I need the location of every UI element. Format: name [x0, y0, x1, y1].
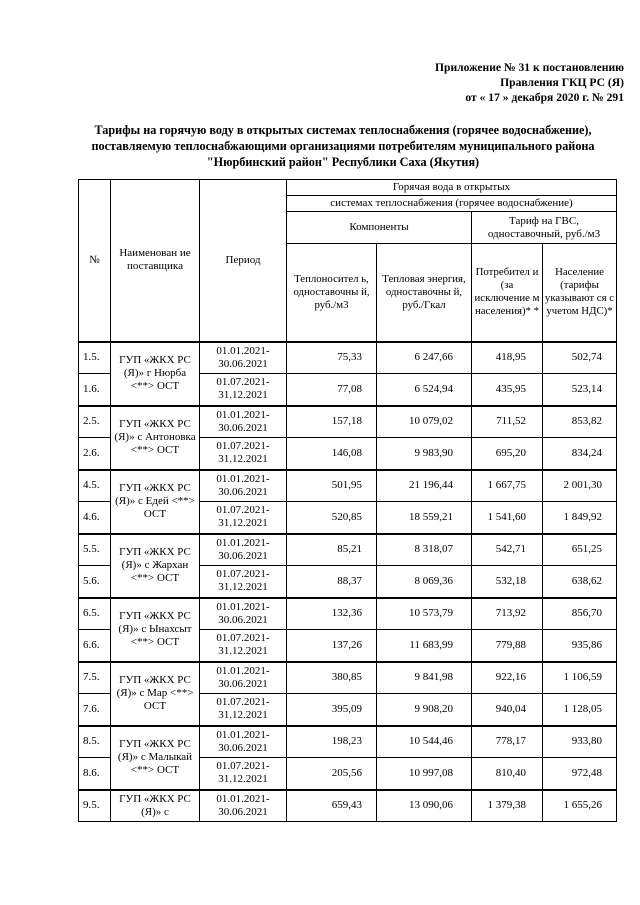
header-period: Период	[200, 180, 287, 342]
period-cell: 01.07.2021-31.12.2021	[200, 694, 287, 726]
row-number: 5.6.	[79, 566, 111, 598]
row-number: 4.6.	[79, 502, 111, 534]
consumers-tariff-value: 418,95	[472, 342, 543, 374]
header-supplier: Наименован ие поставщика	[111, 180, 200, 342]
heat-carrier-value: 380,85	[287, 662, 377, 694]
heat-carrier-value: 659,43	[287, 790, 377, 822]
population-tariff-value: 1 128,05	[543, 694, 617, 726]
population-tariff-value: 972,48	[543, 758, 617, 790]
heat-energy-value: 6 247,66	[377, 342, 472, 374]
row-number: 6.5.	[79, 598, 111, 630]
table-row	[79, 342, 617, 374]
heat-energy-value: 9 841,98	[377, 662, 472, 694]
heat-energy-value: 9 983,90	[377, 438, 472, 470]
supplier-name: ГУП «ЖКХ РС (Я)» с Ынахсыт <**> ОСТ	[111, 598, 200, 662]
population-tariff-value: 834,24	[543, 438, 617, 470]
population-tariff-value: 935,86	[543, 630, 617, 662]
heat-carrier-value: 85,21	[287, 534, 377, 566]
consumers-tariff-value: 1 667,75	[472, 470, 543, 502]
period-cell: 01.01.2021-30.06.2021	[200, 534, 287, 566]
period-cell: 01.01.2021-30.06.2021	[200, 662, 287, 694]
header-population: Население (тарифы указывают ся с учетом НДС)*	[543, 244, 617, 342]
heat-energy-value: 6 524,94	[377, 374, 472, 406]
table-row	[79, 406, 617, 438]
consumers-tariff-value: 695,20	[472, 438, 543, 470]
annex-line-1: Приложение № 31 к постановлению	[434, 61, 624, 74]
row-number: 6.6.	[79, 630, 111, 662]
heat-energy-value: 8 318,07	[377, 534, 472, 566]
consumers-tariff-value: 532,18	[472, 566, 543, 598]
row-number: 1.5.	[79, 342, 111, 374]
period-cell: 01.01.2021-30.06.2021	[200, 470, 287, 502]
heat-energy-value: 21 196,44	[377, 470, 472, 502]
population-tariff-value: 638,62	[543, 566, 617, 598]
population-tariff-value: 933,80	[543, 726, 617, 758]
row-number: 2.6.	[79, 438, 111, 470]
period-cell: 01.07.2021-31.12.2021	[200, 566, 287, 598]
population-tariff-value: 856,70	[543, 598, 617, 630]
row-number: 8.5.	[79, 726, 111, 758]
heat-energy-value: 10 573,79	[377, 598, 472, 630]
header-tariff-line-1: Тариф на ГВС,	[509, 214, 579, 227]
heat-carrier-value: 146,08	[287, 438, 377, 470]
header-tariff	[472, 212, 617, 244]
population-tariff-value: 853,82	[543, 406, 617, 438]
period-cell: 01.07.2021-31.12.2021	[200, 438, 287, 470]
tariff-table	[78, 179, 617, 822]
table-row	[79, 662, 617, 694]
table-row	[79, 726, 617, 758]
period-cell: 01.01.2021-30.06.2021	[200, 726, 287, 758]
header-heat-energy: Тепловая энергия, одноставочны й, руб./Гкал	[377, 244, 472, 342]
row-number: 7.6.	[79, 694, 111, 726]
heat-carrier-value: 77,08	[287, 374, 377, 406]
row-number: 5.5.	[79, 534, 111, 566]
heat-carrier-value: 157,18	[287, 406, 377, 438]
header-group-line-2: системах теплоснабжения (горячее водоснабжение)	[287, 196, 617, 212]
supplier-name: ГУП «ЖКХ РС (Я)» с Жархан <**> ОСТ	[111, 534, 200, 598]
heat-carrier-value: 132,36	[287, 598, 377, 630]
supplier-name: ГУП «ЖКХ РС (Я)» г Нюрба <**> ОСТ	[111, 342, 200, 406]
document-title	[60, 122, 626, 170]
heat-carrier-value: 75,33	[287, 342, 377, 374]
heat-carrier-value: 205,56	[287, 758, 377, 790]
heat-energy-value: 8 069,36	[377, 566, 472, 598]
population-tariff-value: 1 106,59	[543, 662, 617, 694]
heat-energy-value: 9 908,20	[377, 694, 472, 726]
population-tariff-value: 1 655,26	[543, 790, 617, 822]
period-cell: 01.01.2021-30.06.2021	[200, 790, 287, 822]
population-tariff-value: 651,25	[543, 534, 617, 566]
row-number: 2.5.	[79, 406, 111, 438]
heat-carrier-value: 137,26	[287, 630, 377, 662]
heat-energy-value: 18 559,21	[377, 502, 472, 534]
title-line-2: поставляемую теплоснабжающими организациями потребителям муниципального района	[91, 139, 595, 153]
consumers-tariff-value: 435,95	[472, 374, 543, 406]
row-number: 8.6.	[79, 758, 111, 790]
heat-energy-value: 10 079,02	[377, 406, 472, 438]
annex-header	[435, 60, 624, 105]
annex-line-2: Правления ГКЦ РС (Я)	[500, 76, 624, 89]
period-cell: 01.01.2021-30.06.2021	[200, 598, 287, 630]
heat-carrier-value: 198,23	[287, 726, 377, 758]
heat-energy-value: 11 683,99	[377, 630, 472, 662]
heat-energy-value: 10 997,08	[377, 758, 472, 790]
period-cell: 01.07.2021-31.12.2021	[200, 758, 287, 790]
supplier-name: ГУП «ЖКХ РС (Я)» с	[111, 790, 200, 822]
supplier-name: ГУП «ЖКХ РС (Я)» с Антоновка <**> ОСТ	[111, 406, 200, 470]
header-tariff-line-2: одноставочный, руб./м3	[487, 227, 601, 240]
header-heat-carrier: Теплоносител ь, одноставочны й, руб./м3	[287, 244, 377, 342]
population-tariff-value: 2 001,30	[543, 470, 617, 502]
consumers-tariff-value: 779,88	[472, 630, 543, 662]
title-line-3: "Нюрбинский район" Республики Саха (Якутия)	[206, 155, 480, 169]
consumers-tariff-value: 711,52	[472, 406, 543, 438]
supplier-name: ГУП «ЖКХ РС (Я)» с Малыкай <**> ОСТ	[111, 726, 200, 790]
period-cell: 01.07.2021-31.12.2021	[200, 374, 287, 406]
row-number: 9.5.	[79, 790, 111, 822]
consumers-tariff-value: 810,40	[472, 758, 543, 790]
heat-energy-value: 13 090,06	[377, 790, 472, 822]
consumers-tariff-value: 1 379,38	[472, 790, 543, 822]
heat-carrier-value: 395,09	[287, 694, 377, 726]
supplier-name: ГУП «ЖКХ РС (Я)» с Едей <**> ОСТ	[111, 470, 200, 534]
table-row	[79, 790, 617, 822]
title-line-1: Тарифы на горячую воду в открытых системах теплоснабжения (горячее водоснабжение),	[94, 123, 592, 137]
consumers-tariff-value: 542,71	[472, 534, 543, 566]
header-number: №	[79, 180, 111, 342]
consumers-tariff-value: 1 541,60	[472, 502, 543, 534]
consumers-tariff-value: 922,16	[472, 662, 543, 694]
row-number: 4.5.	[79, 470, 111, 502]
population-tariff-value: 1 849,92	[543, 502, 617, 534]
table-row	[79, 534, 617, 566]
period-cell: 01.07.2021-31.12.2021	[200, 502, 287, 534]
heat-carrier-value: 88,37	[287, 566, 377, 598]
period-cell: 01.07.2021-31.12.2021	[200, 630, 287, 662]
heat-carrier-value: 501,95	[287, 470, 377, 502]
consumers-tariff-value: 940,04	[472, 694, 543, 726]
consumers-tariff-value: 778,17	[472, 726, 543, 758]
table-row	[79, 598, 617, 630]
population-tariff-value: 502,74	[543, 342, 617, 374]
heat-carrier-value: 520,85	[287, 502, 377, 534]
period-cell: 01.01.2021-30.06.2021	[200, 342, 287, 374]
annex-line-3: от « 17 » декабря 2020 г. № 291	[465, 91, 624, 104]
header-consumers: Потребител и (за исключение м населения)* *	[472, 244, 543, 342]
row-number: 7.5.	[79, 662, 111, 694]
heat-energy-value: 10 544,46	[377, 726, 472, 758]
consumers-tariff-value: 713,92	[472, 598, 543, 630]
population-tariff-value: 523,14	[543, 374, 617, 406]
period-cell: 01.01.2021-30.06.2021	[200, 406, 287, 438]
row-number: 1.6.	[79, 374, 111, 406]
header-components: Компоненты	[287, 212, 472, 244]
table-row	[79, 470, 617, 502]
header-group-line-1: Горячая вода в открытых	[287, 180, 617, 196]
supplier-name: ГУП «ЖКХ РС (Я)» с Мар <**> ОСТ	[111, 662, 200, 726]
